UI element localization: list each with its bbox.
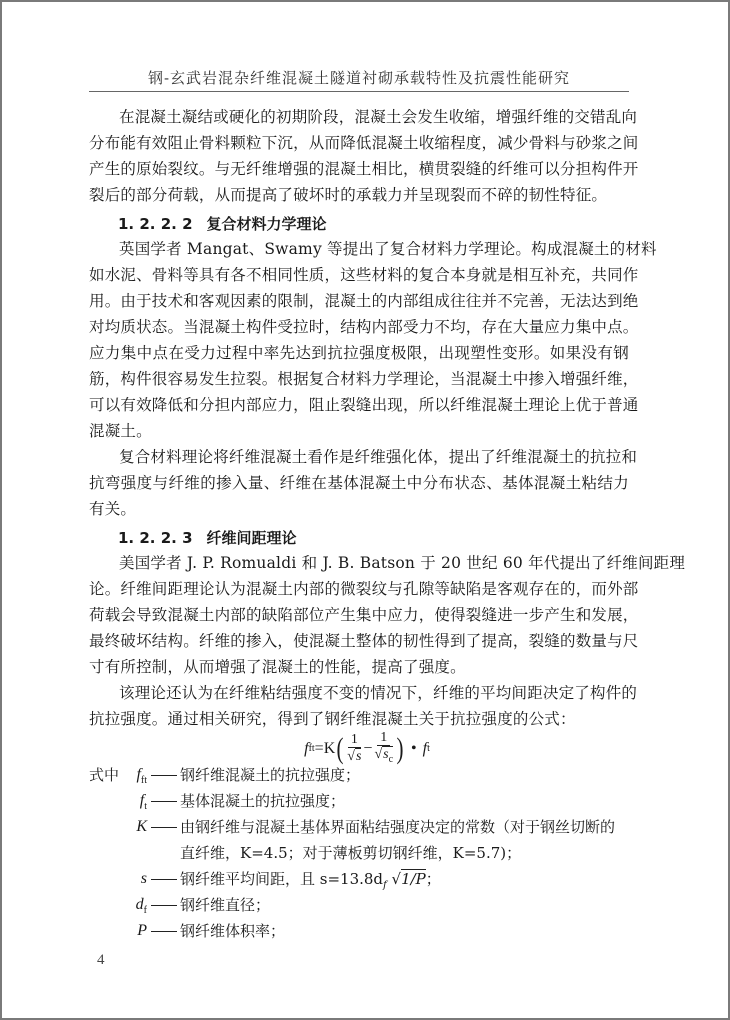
equation — [2, 730, 730, 768]
paragraph-2-line: 英国学者 Mangat、Swamy 等提出了复合材料力学理论。构成混凝土的材料 — [119, 240, 657, 258]
sqrt-sc: s — [383, 747, 389, 762]
def-symbol: $d_f$ — [135, 896, 147, 917]
section-title: 纤维间距理论 — [206, 529, 297, 547]
def-text: 基体混凝土的抗拉强度； — [180, 792, 346, 810]
section-heading-1222 — [118, 213, 327, 234]
def-symbol: K — [136, 818, 147, 835]
def-symbol: $f_{ft}$ — [136, 766, 147, 787]
section-number: 1. 2. 2. 3 — [118, 529, 193, 547]
formula-rhs-sub: t — [427, 743, 430, 755]
def-text: 由钢纤维与混凝土基体界面粘结强度决定的常数（对于钢丝切断的 — [180, 818, 616, 836]
paragraph-5-line: 该理论还认为在纤维粘结强度不变的情况下，纤维的平均间距决定了构件的 — [119, 684, 638, 702]
paragraph-2-line: 用。由于技术和客观因素的限制，混凝土的内部组成往往并不完善，无法达到绝 — [89, 292, 639, 310]
def-dash — [151, 879, 177, 880]
def-dash — [151, 775, 177, 776]
fraction-2 — [374, 730, 393, 768]
formula-lhs-symbol: f — [304, 739, 309, 757]
def-dash — [151, 801, 177, 802]
formula-dot: • — [411, 739, 417, 757]
formula-minus: − — [363, 739, 373, 757]
def-symbol: $f_t$ — [139, 792, 147, 813]
def-dash — [151, 931, 177, 932]
definitions-lead: 式中 — [89, 766, 120, 784]
def-dash — [151, 827, 177, 828]
header-rule — [89, 91, 629, 92]
paragraph-2-line: 混凝土。 — [89, 422, 152, 440]
paragraph-2-line: 如水泥、骨料等具有各不相同性质，这些材料的复合本身就是相互补充，共同作 — [89, 266, 639, 284]
paragraph-4-line: 荷载会导致混凝土内部的缺陷部位产生集中应力，使得裂缝进一步产生和发展， — [89, 606, 639, 624]
paragraph-3-line: 复合材料理论将纤维混凝土看作是纤维强化体，提出了纤维混凝土的抗拉和 — [119, 448, 638, 466]
fraction-2-numerator: 1 — [377, 730, 390, 746]
paragraph-4-line: 美国学者 J. P. Romualdi 和 J. B. Batson 于 20 世纪 60 年代提出了纤维间距理 — [119, 554, 686, 572]
paragraph-2-line: 对均质状态。当混凝土构件受拉时，结构内部受力不均，存在大量应力集中点。 — [89, 318, 639, 336]
paragraph-2-line: 应力集中点在受力过程中率先达到抗拉强度极限，出现塑性变形。如果没有钢 — [89, 344, 629, 362]
def-text: 钢纤维体积率； — [180, 922, 286, 940]
def-text: 钢纤维混凝土的抗拉强度； — [180, 766, 361, 784]
sqrt-sc-sub: c — [388, 753, 394, 765]
def-symbol: P — [137, 922, 147, 939]
paragraph-4-line: 最终破坏结构。纤维的掺入，使混凝土整体的韧性得到了提高，裂缝的数量与尺 — [89, 632, 639, 650]
paragraph-1-line: 裂后的部分荷载，从而提高了破坏时的承载力并呈现裂而不碎的韧性特征。 — [89, 186, 608, 204]
fraction-1-denominator: √s — [347, 749, 362, 765]
formula-rhs-symbol: f — [422, 739, 428, 757]
paragraph-3-line: 抗弯强度与纤维的掺入量、纤维在基体混凝土中分布状态、基体混凝土粘结力 — [89, 474, 629, 492]
section-number: 1. 2. 2. 2 — [118, 215, 193, 233]
def-text: 钢纤维直径； — [180, 896, 271, 914]
section-heading-1223 — [118, 527, 297, 548]
formula-equals: = — [314, 739, 324, 757]
formula-open-paren: ( — [336, 731, 344, 765]
paragraph-1-line: 在混凝土凝结或硬化的初期阶段，混凝土会发生收缩，增强纤维的交错乱向 — [119, 108, 638, 126]
def-dash — [151, 905, 177, 906]
paragraph-5-line: 抗拉强度。通过相关研究，得到了钢纤维混凝土关于抗拉强度的公式： — [89, 710, 576, 728]
def-text: 钢纤维平均间距，且 $s=13.8d_f$ √1/P； — [180, 870, 441, 891]
sqrt-s: s — [355, 749, 362, 765]
paragraph-2-line: 筋，构件很容易发生拉裂。根据复合材料力学理论，当混凝土中掺入增强纤维， — [89, 370, 639, 388]
paragraph-1-line: 产生的原始裂纹。与无纤维增强的混凝土相比，横贯裂缝的纤维可以分担构件开 — [89, 160, 639, 178]
formula-coef: K — [323, 739, 336, 757]
paragraph-4-line: 论。纤维间距理论认为混凝土内部的微裂纹与孔隙等缺陷是客观存在的，而外部 — [89, 580, 639, 598]
formula-lhs-sub: ft — [308, 743, 315, 755]
running-head: 钢-玄武岩混杂纤维混凝土隧道衬砌承载特性及抗震性能研究 — [147, 69, 571, 87]
fraction-1 — [347, 732, 361, 765]
paragraph-1-line: 分布能有效阻止骨料颗粒下沉，从而降低混凝土收缩程度，减少骨料与砂浆之间 — [89, 134, 639, 152]
paragraph-3-line: 有关。 — [89, 500, 137, 518]
section-title: 复合材料力学理论 — [206, 215, 327, 233]
fraction-2-denominator: $√s_c$ — [374, 747, 394, 765]
def-symbol: s — [140, 870, 147, 887]
page-number: 4 — [97, 952, 105, 968]
def-text-continued: 直纤维，K=4.5；对于薄板剪切钢纤维，K=5.7)； — [180, 844, 522, 862]
paragraph-4-line: 寸有所控制，从而增强了混凝土的性能，提高了强度。 — [89, 658, 466, 676]
paragraph-2-line: 可以有效降低和分担内部应力，阻止裂缝出现，所以纤维混凝土理论上优于普通 — [89, 396, 639, 414]
fraction-1-numerator: 1 — [348, 732, 361, 748]
formula-close-paren: ) — [396, 731, 404, 765]
